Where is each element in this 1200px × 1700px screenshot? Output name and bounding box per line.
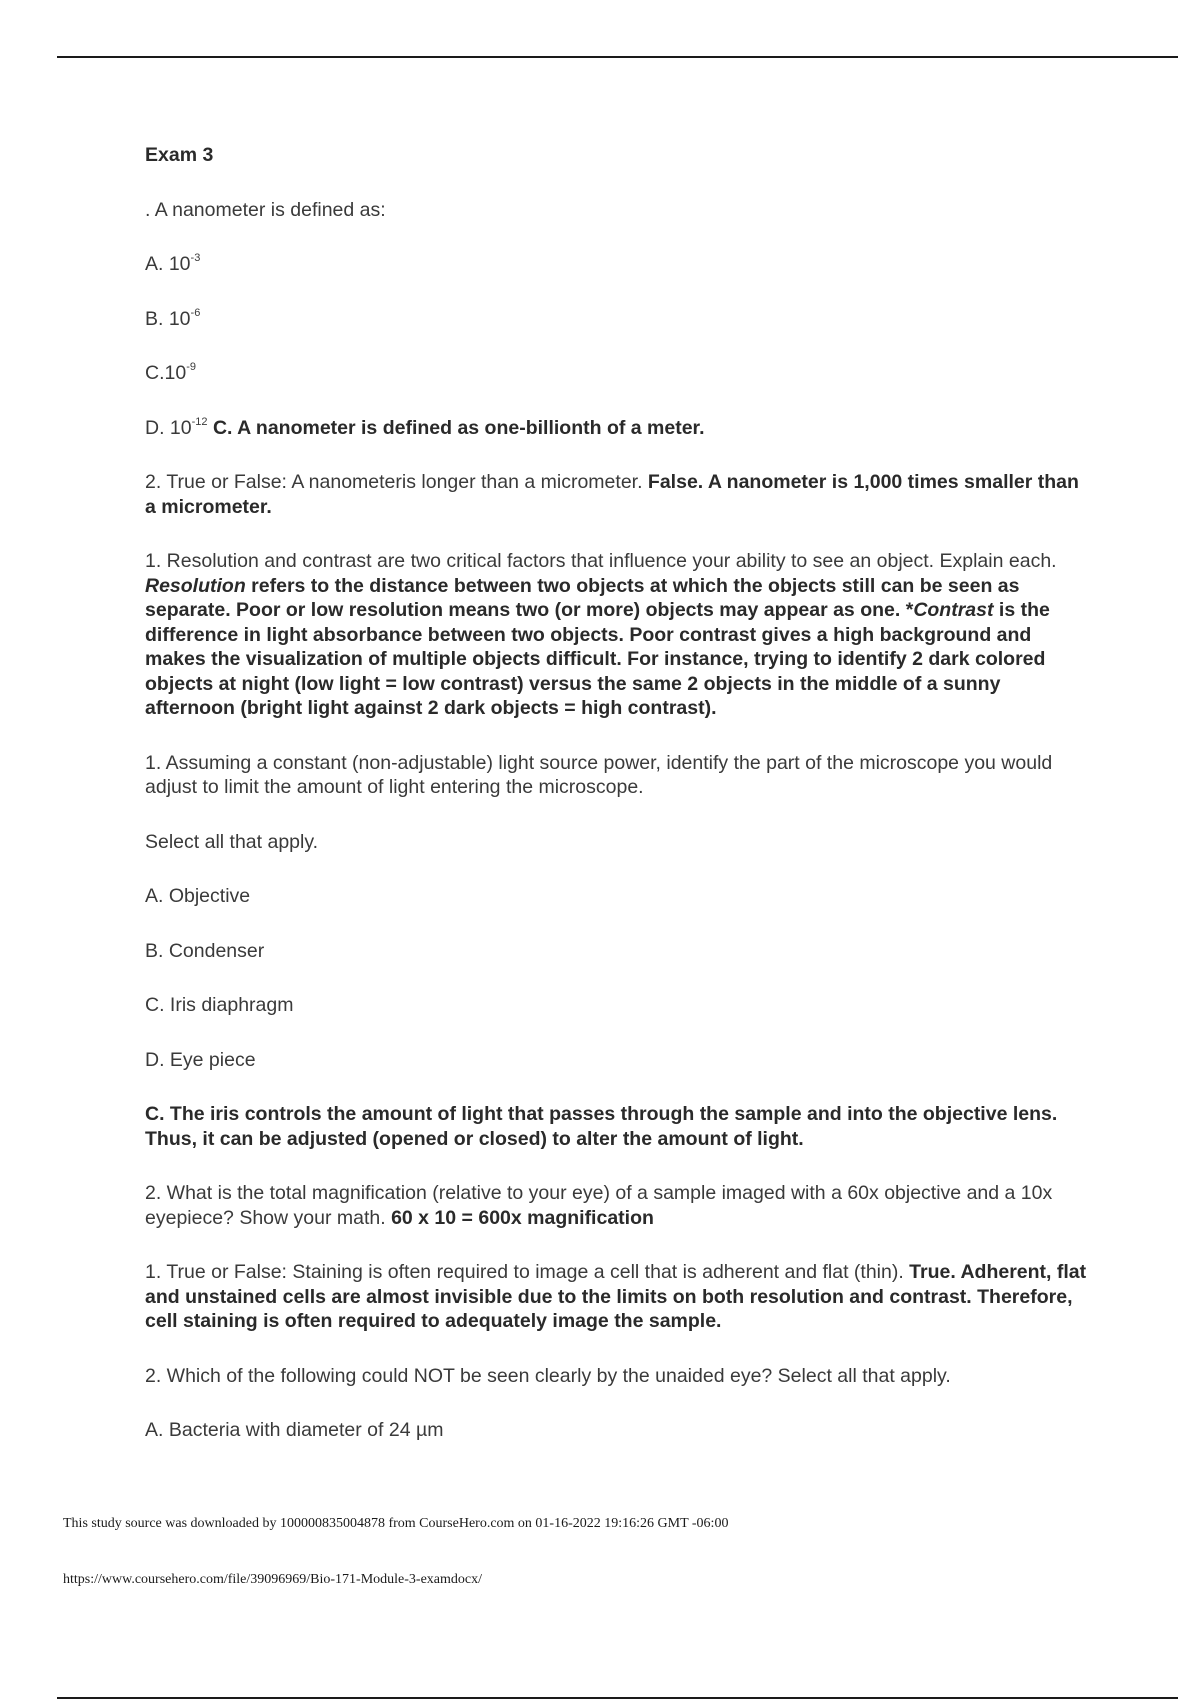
option-d: D. Eye piece [145,1048,256,1071]
option-a: A. Objective [145,885,251,907]
option-b: B. $10^{-6}$ [145,306,201,330]
bottom-rule [57,1697,1178,1699]
option-c: C. Iris diaphragm [145,994,294,1016]
answer-text: refers to the distance between two objects at which the objects still can be seen as separate. Poor or low resolution means two (or more) objects may appear as one. [145,574,1020,621]
option-d: D. $10^{-12}$ C. A nanometer is defined as one-billionth of a meter. [145,415,705,439]
top-rule [57,56,1178,58]
question-unaided-eye: 2. Which of the following could NOT be seen clearly by the unaided eye? Select all that apply. [145,1364,951,1387]
document-body [145,143,1090,1473]
answer-text: C. The iris controls the amount of light that passes through the sample and into the objective lens. Thus, it can be adjusted (opened or closed) to alter the amount of light. [145,1103,1058,1150]
source-url[interactable]: https://www.coursehero.com/file/39096969/Bio-171-Module-3-examdocx/ [63,1572,483,1587]
question-light-source: 1. Assuming a constant (non-adjustable) light source power, identify the part of the microscope you would adjust to limit the amount of light entering the microscope. [145,751,1053,798]
question-staining: 1. True or False: Staining is often required to image a cell that is adherent and flat (thin). True. Adherent, flat and unstained cells are almost invisible due to the limits on both resolution and contrast. Therefore, cell staining is often required to adequately image the sample. [145,1261,1087,1332]
answer-text: C. A nanometer is defined as one-billionth of a meter. [212,416,705,439]
download-notice: This study source was downloaded by 100000835004878 from CourseHero.com on 01-16-2022 19:16:26 GMT -06:00 [63,1516,729,1531]
instruction-text: Select all that apply. [145,830,319,853]
answer-text: True. Adherent, flat and unstained cells are almost invisible due to the limits on both resolution and contrast. Therefore, cell staining is often required to adequately image the sample. [145,1261,1087,1332]
page-title: Exam 3 [145,144,214,166]
answer-text: is the difference in light absorbance between two objects. Poor contrast gives a high background and makes the visualization of multiple objects difficult. For instance, trying to identify 2 dark colored objects at night (low light = low contrast) versus the same 2 objects in the middle of a sunny afternoon (bright light against 2 dark objects = high contrast). [145,599,1050,719]
question-magnification: 2. What is the total magnification (relative to your eye) of a sample imaged with a 60x objective and a 10x eyepiece? Show your math. 60 x 10 = 600x magnification [145,1182,1053,1229]
question-prompt: . A nanometer is defined as: [145,198,386,221]
question-true-false: 2. True or False: A nanometeris longer than a micrometer. False. A nanometer is 1,000 times smaller than a micrometer. [145,471,1079,518]
option-a: A. Bacteria with diameter of 24 µm [145,1419,444,1441]
question-resolution-contrast: 1. Resolution and contrast are two critical factors that influence your ability to see an object. Explain each. Resolution refers to the distance between two objects at which the objects still can be seen as separate. Poor or low resolution means two (or more) objects may appear as one. *Contrast is the difference in light absorbance between two objects. Poor contrast gives a high background and makes the visualization of multiple objects difficult. For instance, trying to identify 2 dark colored objects at night (low light = low contrast) versus the same 2 objects in the middle of a sunny afternoon (bright light against 2 dark objects = high contrast). [145,550,1057,719]
option-a: A. $10^{-3}$ [145,252,201,275]
answer-text: False. A nanometer is 1,000 times smaller than a micrometer. [145,471,1079,518]
option-c: $C.10^{-9}$ [145,361,196,384]
term-resolution: Resolution [145,574,246,597]
term-contrast: Contrast [913,599,994,621]
option-b: B. Condenser [145,939,265,962]
answer-text: 60 x 10 = 600x magnification [391,1206,654,1229]
